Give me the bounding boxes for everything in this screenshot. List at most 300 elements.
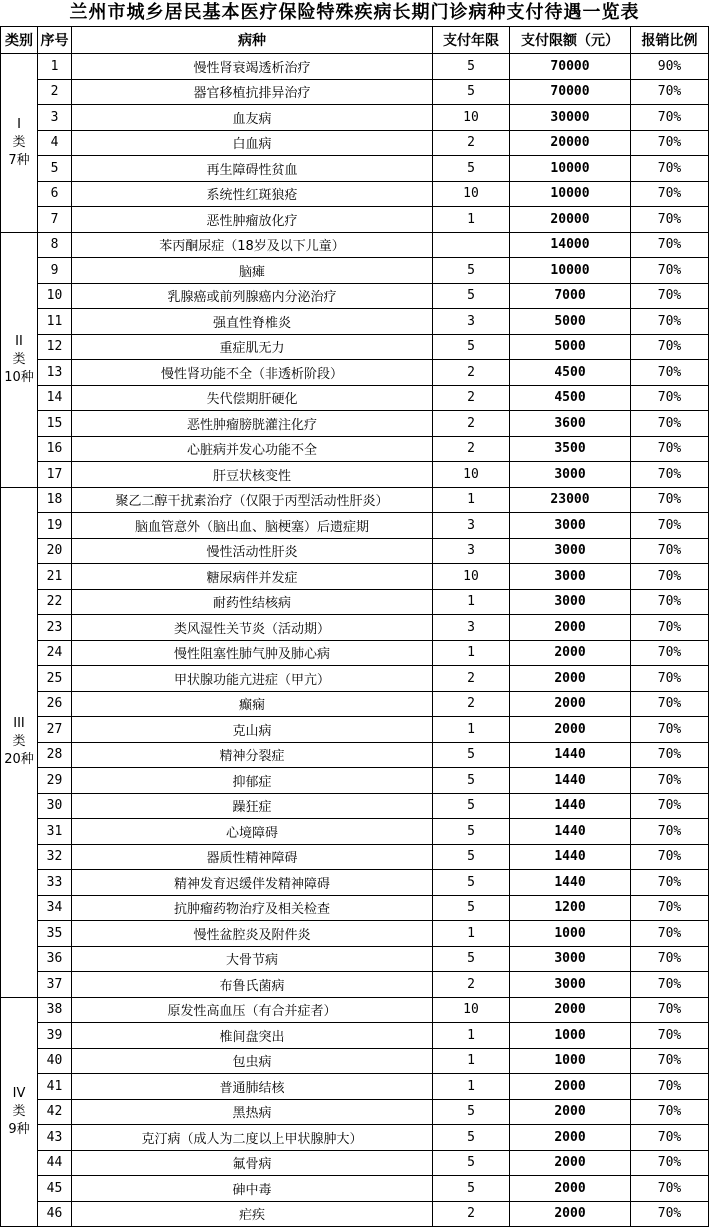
disease-cell: 抑郁症 [72, 768, 433, 794]
table-row [1, 309, 709, 335]
table-row [1, 1125, 709, 1151]
header-disease: 病种 [72, 27, 433, 54]
table-row [1, 640, 709, 666]
disease-cell: 慢性阻塞性肺气肿及肺心病 [72, 640, 433, 666]
years-cell: 5 [433, 1176, 510, 1202]
limit-cell: 10000 [510, 156, 631, 182]
years-cell: 2 [433, 385, 510, 411]
years-cell: 2 [433, 666, 510, 692]
disease-cell: 癫痫 [72, 691, 433, 717]
limit-cell: 3600 [510, 411, 631, 437]
years-cell: 1 [433, 1023, 510, 1049]
table-row [1, 462, 709, 488]
seq-cell: 21 [38, 564, 72, 590]
ratio-cell: 70% [631, 105, 709, 131]
table-row [1, 844, 709, 870]
seq-cell: 15 [38, 411, 72, 437]
disease-cell: 慢性盆腔炎及附件炎 [72, 921, 433, 947]
seq-cell: 18 [38, 487, 72, 513]
category-count: 10种 [4, 369, 34, 385]
years-cell: 5 [433, 819, 510, 845]
ratio-cell: 70% [631, 895, 709, 921]
disease-cell: 恶性肿瘤放化疗 [72, 207, 433, 233]
category-mid: 类 [12, 734, 26, 749]
ratio-cell: 70% [631, 156, 709, 182]
years-cell [433, 232, 510, 258]
disease-cell: 白血病 [72, 130, 433, 156]
ratio-cell: 70% [631, 691, 709, 717]
ratio-cell: 70% [631, 768, 709, 794]
limit-cell: 1000 [510, 1048, 631, 1074]
disease-cell: 砷中毒 [72, 1176, 433, 1202]
years-cell: 5 [433, 946, 510, 972]
seq-cell: 13 [38, 360, 72, 386]
limit-cell: 2000 [510, 997, 631, 1023]
table-row [1, 564, 709, 590]
table-row [1, 615, 709, 641]
disease-cell: 强直性脊椎炎 [72, 309, 433, 335]
disease-cell: 重症肌无力 [72, 334, 433, 360]
disease-table [0, 26, 709, 1227]
ratio-cell: 70% [631, 207, 709, 233]
disease-cell: 聚乙二醇干扰素治疗（仅限于丙型活动性肝炎） [72, 487, 433, 513]
table-row [1, 1176, 709, 1202]
years-cell: 1 [433, 207, 510, 233]
years-cell: 1 [433, 640, 510, 666]
ratio-cell: 70% [631, 79, 709, 105]
seq-cell: 27 [38, 717, 72, 743]
limit-cell: 2000 [510, 666, 631, 692]
ratio-cell: 70% [631, 997, 709, 1023]
table-row [1, 666, 709, 692]
ratio-cell: 70% [631, 1125, 709, 1151]
limit-cell: 7000 [510, 283, 631, 309]
table-row [1, 742, 709, 768]
header-category: 类别 [1, 27, 38, 54]
category-mid: 类 [12, 134, 26, 150]
disease-cell: 类风湿性关节炎（活动期） [72, 615, 433, 641]
ratio-cell: 70% [631, 283, 709, 309]
seq-cell: 26 [38, 691, 72, 717]
category-roman: II [15, 333, 23, 349]
table-row [1, 334, 709, 360]
limit-cell: 2000 [510, 691, 631, 717]
disease-cell: 抗肿瘤药物治疗及相关检查 [72, 895, 433, 921]
years-cell: 5 [433, 1150, 510, 1176]
seq-cell: 1 [38, 54, 72, 80]
years-cell: 10 [433, 997, 510, 1023]
disease-cell: 失代偿期肝硬化 [72, 385, 433, 411]
limit-cell: 20000 [510, 130, 631, 156]
years-cell: 2 [433, 411, 510, 437]
disease-cell: 系统性红斑狼疮 [72, 181, 433, 207]
ratio-cell: 70% [631, 130, 709, 156]
table-row [1, 717, 709, 743]
table-row [1, 385, 709, 411]
ratio-cell: 70% [631, 615, 709, 641]
disease-cell: 慢性肾功能不全（非透析阶段） [72, 360, 433, 386]
ratio-cell: 70% [631, 589, 709, 615]
table-row [1, 946, 709, 972]
limit-cell: 20000 [510, 207, 631, 233]
table-row [1, 360, 709, 386]
seq-cell: 29 [38, 768, 72, 794]
table-row [1, 54, 709, 80]
years-cell: 5 [433, 768, 510, 794]
limit-cell: 2000 [510, 1176, 631, 1202]
table-row [1, 1201, 709, 1227]
years-cell: 2 [433, 972, 510, 998]
seq-cell: 19 [38, 513, 72, 539]
seq-cell: 41 [38, 1074, 72, 1100]
seq-cell: 14 [38, 385, 72, 411]
seq-cell: 4 [38, 130, 72, 156]
years-cell: 2 [433, 360, 510, 386]
years-cell: 10 [433, 181, 510, 207]
ratio-cell: 70% [631, 640, 709, 666]
seq-cell: 46 [38, 1201, 72, 1227]
limit-cell: 1440 [510, 870, 631, 896]
disease-cell: 乳腺癌或前列腺癌内分泌治疗 [72, 283, 433, 309]
seq-cell: 11 [38, 309, 72, 335]
table-row [1, 1023, 709, 1049]
disease-cell: 器质性精神障碍 [72, 844, 433, 870]
limit-cell: 3000 [510, 513, 631, 539]
seq-cell: 34 [38, 895, 72, 921]
disease-cell: 慢性肾衰竭透析治疗 [72, 54, 433, 80]
table-row [1, 819, 709, 845]
disease-cell: 布鲁氏菌病 [72, 972, 433, 998]
ratio-cell: 70% [631, 1048, 709, 1074]
limit-cell: 1440 [510, 819, 631, 845]
table-row [1, 130, 709, 156]
category-cell [1, 487, 38, 997]
ratio-cell: 70% [631, 1150, 709, 1176]
seq-cell: 38 [38, 997, 72, 1023]
category-count: 9种 [8, 1121, 30, 1137]
category-cell [1, 997, 38, 1227]
disease-cell: 黑热病 [72, 1099, 433, 1125]
years-cell: 5 [433, 156, 510, 182]
disease-cell: 糖尿病伴并发症 [72, 564, 433, 590]
years-cell: 5 [433, 283, 510, 309]
disease-cell: 氟骨病 [72, 1150, 433, 1176]
seq-cell: 5 [38, 156, 72, 182]
limit-cell: 3000 [510, 589, 631, 615]
seq-cell: 17 [38, 462, 72, 488]
seq-cell: 31 [38, 819, 72, 845]
limit-cell: 30000 [510, 105, 631, 131]
table-row [1, 207, 709, 233]
limit-cell: 10000 [510, 258, 631, 284]
table-row [1, 691, 709, 717]
years-cell: 10 [433, 105, 510, 131]
limit-cell: 2000 [510, 640, 631, 666]
limit-cell: 10000 [510, 181, 631, 207]
ratio-cell: 70% [631, 793, 709, 819]
limit-cell: 1200 [510, 895, 631, 921]
limit-cell: 2000 [510, 615, 631, 641]
ratio-cell: 70% [631, 1176, 709, 1202]
ratio-cell: 70% [631, 870, 709, 896]
header-ratio: 报销比例 [631, 27, 709, 54]
ratio-cell: 70% [631, 921, 709, 947]
limit-cell: 2000 [510, 1074, 631, 1100]
seq-cell: 2 [38, 79, 72, 105]
limit-cell: 1440 [510, 742, 631, 768]
disease-cell: 肝豆状核变性 [72, 462, 433, 488]
limit-cell: 2000 [510, 1150, 631, 1176]
limit-cell: 2000 [510, 1099, 631, 1125]
ratio-cell: 70% [631, 462, 709, 488]
category-cell [1, 54, 38, 233]
table-row [1, 232, 709, 258]
disease-cell: 大骨节病 [72, 946, 433, 972]
table-row [1, 972, 709, 998]
category-mid: 类 [12, 1103, 26, 1119]
limit-cell: 3000 [510, 538, 631, 564]
seq-cell: 7 [38, 207, 72, 233]
seq-cell: 30 [38, 793, 72, 819]
disease-cell: 精神发育迟缓伴发精神障碍 [72, 870, 433, 896]
ratio-cell: 70% [631, 1201, 709, 1227]
seq-cell: 10 [38, 283, 72, 309]
limit-cell: 3000 [510, 946, 631, 972]
table-header-row [1, 27, 709, 54]
limit-cell: 2000 [510, 1201, 631, 1227]
table-row [1, 870, 709, 896]
years-cell: 3 [433, 538, 510, 564]
disease-cell: 原发性高血压（有合并症者） [72, 997, 433, 1023]
limit-cell: 2000 [510, 1125, 631, 1151]
limit-cell: 23000 [510, 487, 631, 513]
seq-cell: 12 [38, 334, 72, 360]
limit-cell: 70000 [510, 79, 631, 105]
disease-cell: 心脏病并发心功能不全 [72, 436, 433, 462]
table-row [1, 258, 709, 284]
ratio-cell: 70% [631, 1023, 709, 1049]
years-cell: 10 [433, 564, 510, 590]
years-cell: 1 [433, 1048, 510, 1074]
disease-cell: 甲状腺功能亢进症（甲亢） [72, 666, 433, 692]
years-cell: 2 [433, 436, 510, 462]
seq-cell: 3 [38, 105, 72, 131]
category-roman: IV [12, 1085, 26, 1101]
table-row [1, 921, 709, 947]
years-cell: 5 [433, 742, 510, 768]
seq-cell: 32 [38, 844, 72, 870]
ratio-cell: 70% [631, 258, 709, 284]
disease-cell: 脑瘫 [72, 258, 433, 284]
disease-cell: 心境障碍 [72, 819, 433, 845]
table-body [1, 54, 709, 1227]
limit-cell: 2000 [510, 717, 631, 743]
table-row [1, 411, 709, 437]
table-row [1, 1150, 709, 1176]
years-cell: 5 [433, 334, 510, 360]
seq-cell: 37 [38, 972, 72, 998]
years-cell: 5 [433, 870, 510, 896]
header-years: 支付年限 [433, 27, 510, 54]
ratio-cell: 70% [631, 819, 709, 845]
limit-cell: 1440 [510, 768, 631, 794]
years-cell: 5 [433, 1099, 510, 1125]
seq-cell: 24 [38, 640, 72, 666]
years-cell: 1 [433, 589, 510, 615]
disease-cell: 脑血管意外（脑出血、脑梗塞）后遗症期 [72, 513, 433, 539]
disease-cell: 再生障碍性贫血 [72, 156, 433, 182]
years-cell: 1 [433, 717, 510, 743]
years-cell: 5 [433, 895, 510, 921]
limit-cell: 4500 [510, 385, 631, 411]
years-cell: 1 [433, 921, 510, 947]
years-cell: 5 [433, 844, 510, 870]
table-row [1, 436, 709, 462]
table-row [1, 1074, 709, 1100]
header-limit: 支付限额（元） [510, 27, 631, 54]
limit-cell: 70000 [510, 54, 631, 80]
seq-cell: 23 [38, 615, 72, 641]
seq-cell: 35 [38, 921, 72, 947]
seq-cell: 33 [38, 870, 72, 896]
table-row [1, 79, 709, 105]
limit-cell: 1440 [510, 793, 631, 819]
category-cell [1, 232, 38, 487]
ratio-cell: 70% [631, 309, 709, 335]
ratio-cell: 70% [631, 385, 709, 411]
disease-cell: 克汀病（成人为二度以上甲状腺肿大） [72, 1125, 433, 1151]
limit-cell: 1440 [510, 844, 631, 870]
header-seq: 序号 [38, 27, 72, 54]
limit-cell: 5000 [510, 334, 631, 360]
table-row [1, 105, 709, 131]
seq-cell: 40 [38, 1048, 72, 1074]
limit-cell: 1000 [510, 1023, 631, 1049]
ratio-cell: 70% [631, 666, 709, 692]
disease-cell: 精神分裂症 [72, 742, 433, 768]
table-row [1, 793, 709, 819]
table-row [1, 997, 709, 1023]
ratio-cell: 70% [631, 844, 709, 870]
table-row [1, 156, 709, 182]
disease-cell: 血友病 [72, 105, 433, 131]
years-cell: 5 [433, 1125, 510, 1151]
limit-cell: 4500 [510, 360, 631, 386]
seq-cell: 16 [38, 436, 72, 462]
category-roman: III [13, 716, 25, 731]
seq-cell: 36 [38, 946, 72, 972]
years-cell: 2 [433, 130, 510, 156]
disease-cell: 普通肺结核 [72, 1074, 433, 1100]
years-cell: 5 [433, 54, 510, 80]
seq-cell: 22 [38, 589, 72, 615]
disease-cell: 器官移植抗排异治疗 [72, 79, 433, 105]
seq-cell: 43 [38, 1125, 72, 1151]
table-row [1, 1099, 709, 1125]
disease-cell: 椎间盘突出 [72, 1023, 433, 1049]
table-row [1, 1048, 709, 1074]
seq-cell: 6 [38, 181, 72, 207]
years-cell: 1 [433, 487, 510, 513]
ratio-cell: 70% [631, 360, 709, 386]
ratio-cell: 70% [631, 564, 709, 590]
seq-cell: 45 [38, 1176, 72, 1202]
ratio-cell: 70% [631, 487, 709, 513]
years-cell: 10 [433, 462, 510, 488]
seq-cell: 25 [38, 666, 72, 692]
table-row [1, 487, 709, 513]
limit-cell: 5000 [510, 309, 631, 335]
years-cell: 3 [433, 513, 510, 539]
seq-cell: 20 [38, 538, 72, 564]
years-cell: 5 [433, 79, 510, 105]
ratio-cell: 70% [631, 436, 709, 462]
disease-cell: 躁狂症 [72, 793, 433, 819]
category-count: 20种 [4, 752, 34, 767]
years-cell: 5 [433, 258, 510, 284]
seq-cell: 8 [38, 232, 72, 258]
limit-cell: 3000 [510, 462, 631, 488]
limit-cell: 1000 [510, 921, 631, 947]
table-row [1, 513, 709, 539]
seq-cell: 39 [38, 1023, 72, 1049]
years-cell: 3 [433, 615, 510, 641]
page-title: 兰州市城乡居民基本医疗保险特殊疾病长期门诊病种支付待遇一览表 [69, 2, 640, 23]
seq-cell: 44 [38, 1150, 72, 1176]
category-roman: I [17, 116, 21, 132]
category-mid: 类 [12, 351, 26, 367]
limit-cell: 3500 [510, 436, 631, 462]
table-row [1, 895, 709, 921]
table-row [1, 538, 709, 564]
limit-cell: 3000 [510, 972, 631, 998]
years-cell: 1 [433, 1074, 510, 1100]
ratio-cell: 70% [631, 513, 709, 539]
ratio-cell: 70% [631, 717, 709, 743]
limit-cell: 3000 [510, 564, 631, 590]
disease-cell: 克山病 [72, 717, 433, 743]
disease-cell: 包虫病 [72, 1048, 433, 1074]
disease-cell: 慢性活动性肝炎 [72, 538, 433, 564]
limit-cell: 14000 [510, 232, 631, 258]
seq-cell: 42 [38, 1099, 72, 1125]
ratio-cell: 70% [631, 946, 709, 972]
seq-cell: 9 [38, 258, 72, 284]
disease-cell: 苯丙酮尿症（18岁及以下儿童） [72, 232, 433, 258]
years-cell: 2 [433, 1201, 510, 1227]
years-cell: 3 [433, 309, 510, 335]
ratio-cell: 70% [631, 181, 709, 207]
disease-cell: 恶性肿瘤膀胱灌注化疗 [72, 411, 433, 437]
ratio-cell: 70% [631, 972, 709, 998]
table-row [1, 181, 709, 207]
table-row [1, 768, 709, 794]
table-row [1, 589, 709, 615]
seq-cell: 28 [38, 742, 72, 768]
ratio-cell: 70% [631, 742, 709, 768]
years-cell: 2 [433, 691, 510, 717]
disease-cell: 耐药性结核病 [72, 589, 433, 615]
ratio-cell: 70% [631, 538, 709, 564]
ratio-cell: 70% [631, 1099, 709, 1125]
ratio-cell: 70% [631, 411, 709, 437]
years-cell: 5 [433, 793, 510, 819]
table-row [1, 283, 709, 309]
ratio-cell: 90% [631, 54, 709, 80]
category-count: 7种 [8, 152, 30, 168]
ratio-cell: 70% [631, 1074, 709, 1100]
ratio-cell: 70% [631, 334, 709, 360]
